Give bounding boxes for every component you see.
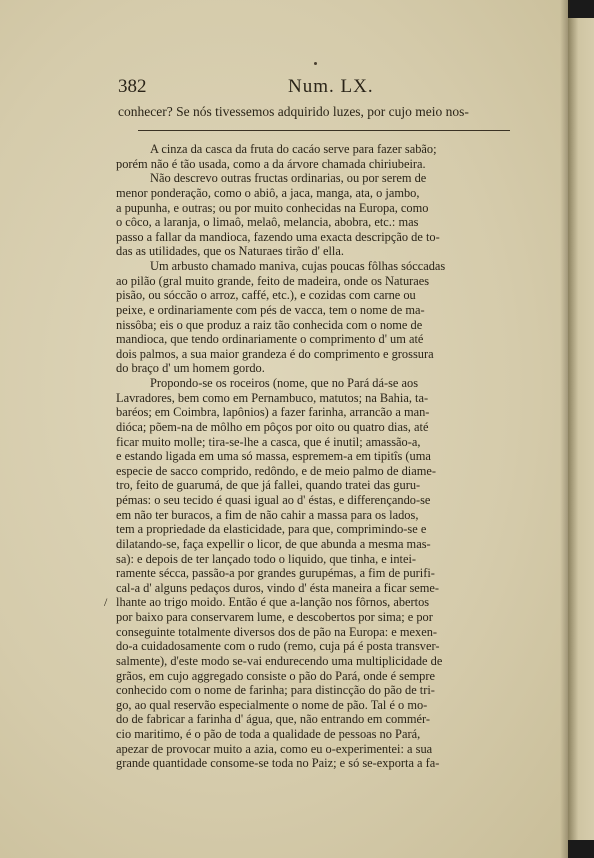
section-title: Num. LX. [288, 76, 374, 97]
text-line: nissôba; eis o que produz a raiz tão conhecida com o nome de [116, 317, 423, 332]
text-line: conhecido com o nome de farinha; para distincção do pão de tri- [116, 683, 435, 698]
text-line: das as utilidades, que os Naturaes tirão d' ella. [116, 244, 344, 259]
header-rule [138, 130, 510, 131]
text-line: mandioca, que tendo ordinariamente o comprimento d' um até [116, 332, 424, 347]
text-line: Lavradores, bem como em Pernambuco, matutos; na Bahia, ta- [116, 390, 429, 405]
text-line: cal-a d' alguns pedaços duros, vindo d' ésta maneira a ficar seme- [116, 580, 440, 595]
text-line: pémas: o seu tecido é quasi igual ao d' éstas, e differençando-se [116, 493, 431, 507]
text-line: tro, feito de guarumá, de que já fallei, quando tratei das guru- [116, 478, 421, 493]
text-line: ramente sécca, passão-a por grandes gurupémas, a fim de purifi- [116, 566, 435, 581]
text-line: especie de sacco comprido, redôndo, e de meio palmo de diame- [116, 463, 436, 478]
text-line: Um arbusto chamado maniva, cujas poucas fôlhas sóccadas [150, 259, 446, 273]
text-line: o côco, a laranja, o limaô, melaô, melancia, abobra, etc.: mas [116, 215, 419, 230]
text-line: sa): e depois de ter lançado todo o liquido, que tinha, e intei- [116, 551, 417, 566]
text-line: em não ter buracos, a fim de não cahir a massa para os lados, [116, 507, 419, 522]
text-line: A cinza da casca da fruta do cacáo serve para fazer sabão; [150, 142, 437, 156]
carry-over-line: conhecer? Se nós tivessemos adquirido luzes, por cujo meio nos- [118, 104, 469, 119]
text-line: cio maritimo, é o pão de toda a qualidade de pessoas no Pará, [116, 727, 421, 741]
text-line: ficar muito molle; tira-se-lhe a casca, que é inutil; amassão-a, [116, 434, 421, 449]
text-line: dióca; põem-na de môlho em pôços por oito ou quatro dias, até [116, 419, 429, 434]
margin-mark: / [104, 595, 108, 609]
text-line: Não descrevo outras fructas ordinarias, ou por serem de [150, 171, 427, 186]
body-text [116, 142, 520, 771]
ink-dot [314, 62, 317, 65]
page-header [118, 76, 518, 100]
text-line: do de fabricar a farinha d' água, que, não entrando em commér- [116, 712, 431, 727]
text-line: conseguinte totalmente diversos dos de pão na Europa: e mexen- [116, 624, 438, 639]
text-line: e estando ligada em uma só massa, espremem-a em tipitîs (uma [116, 449, 431, 464]
text-line: go, ao qual reservão especialmente o nome de pão. Tal é o mo- [116, 697, 428, 712]
text-line: grande quantidade consome-se toda no Paiz; e só se-exporta a fa- [116, 756, 440, 771]
page-number: 382 [118, 76, 147, 97]
facing-page-edge [568, 18, 594, 840]
text-line: menor ponderação, como o abiô, a jaca, manga, ata, o jambo, [116, 185, 420, 200]
text-line: tem a propriedade da elasticidade, para que, comprimindo-se e [116, 522, 427, 537]
text-line: porém não é tão usada, como a da árvore chamada chiriubeira. [116, 156, 426, 171]
text-line: peixe, e ordinariamente com pés de vacca, tem o nome de ma- [116, 302, 425, 317]
text-line: passo a fallar da mandioca, fazendo uma exacta descripção de to- [116, 229, 440, 244]
text-line: salmente), d'este modo se-vai endurecendo uma multiplicidade de [116, 653, 443, 668]
text-line: Propondo-se os roceiros (nome, que no Pará dá-se aos [150, 376, 419, 390]
text-line: do braço d' um homem gordo. [116, 361, 265, 376]
text-line: apezar de provocar muito a azia, como eu o-experimentei: a sua [116, 741, 433, 756]
text-line: por baixo para conservarem lume, e descobertos por sima; e por [116, 610, 433, 624]
text-line: grãos, em cujo aggregado consiste o pão do Pará, onde é sempre [116, 668, 435, 683]
text-line: dois palmos, a sua maior grandeza é do comprimento e grossura [116, 346, 434, 361]
text-line: a pupunha, e outras; ou por muito conhecidas na Europa, como [116, 200, 429, 215]
text-line: do-a cuidadosamente com o rudo (remo, cuja pá é posta transver- [116, 639, 440, 654]
text-line: pisão, ou sóccão o arroz, caffé, etc.), e cozidas com carne ou [116, 288, 416, 303]
text-line: baréos; em Coimbra, lapônios) a fazer farinha, arrancão a man- [116, 405, 430, 420]
text-line: dilatando-se, faça expellir o licor, de que abunda a mesma mas- [116, 536, 431, 551]
text-line: ao pilão (gral muito grande, feito de madeira, onde os Naturaes [116, 273, 430, 288]
text-line: lhante ao trigo moido. Então é que a-lanção nos fôrnos, abertos [116, 595, 430, 610]
